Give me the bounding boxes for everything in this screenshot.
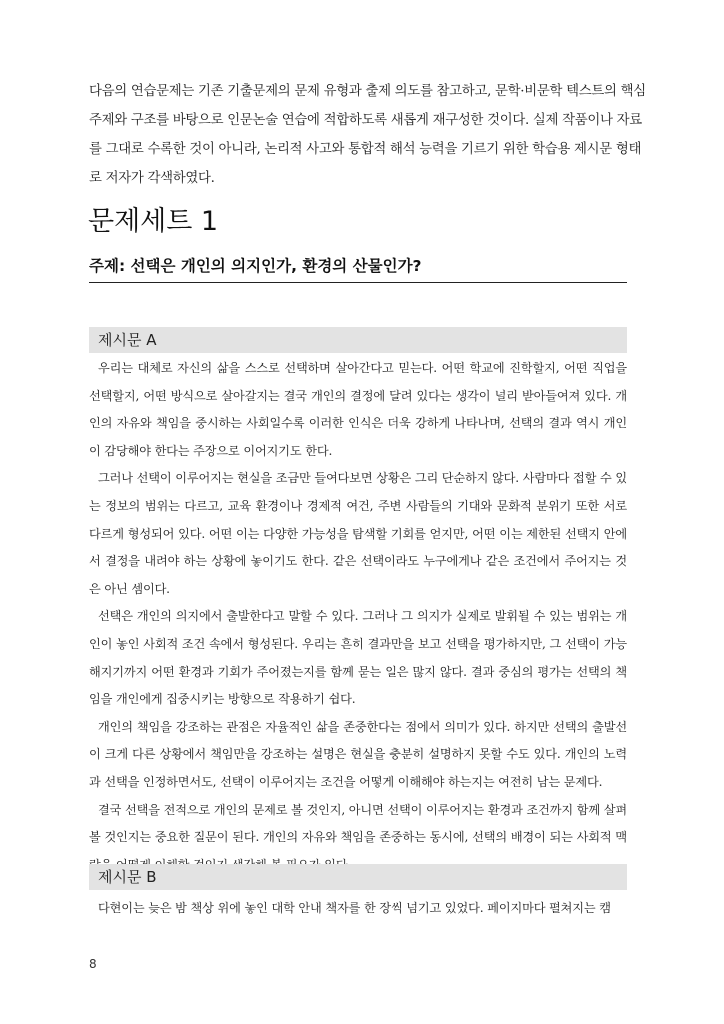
- passage-a-label: 제시문 A: [89, 327, 627, 353]
- page-number: 8: [89, 957, 97, 971]
- intro-note: 다음의 연습문제는 기존 기출문제의 문제 유형과 출제 의도를 참고하고, 문학·비문학 텍스트의 핵심 주제와 구조를 바탕으로 인문논술 연습에 적합하도록 새롭게 재구성한 것이다. 실제 작품이나 자료를 그대로 수록한 것이 아니라, 논리적 사고와 통합적 해석 능력을 기르기 위한 학습용 제시문 형태로 저자가 각색하였다.: [89, 84, 646, 186]
- passage-a-paragraph: 우리는 대체로 자신의 삶을 스스로 선택하며 살아간다고 믿는다. 어떤 학교에 진학할지, 어떤 직업을 선택할지, 어떤 방식으로 살아갈지는 결국 개인의 결정에 달려 있다는 생각이 널리 받아들여져 있다. 개인의 자유와 책임을 중시하는 사회일수록 이러한 인식은 더욱 강하게 나타나며, 선택의 결과 역시 개인이 감당해야 한다는 주장으로 이어지기도 한다.: [89, 361, 627, 458]
- passage-b-label: 제시문 B: [89, 864, 627, 890]
- passage-a-paragraph: 선택은 개인의 의지에서 출발한다고 말할 수 있다. 그러나 그 의지가 실제로 발휘될 수 있는 범위는 개인이 놓인 사회적 조건 속에서 형성된다. 우리는 흔히 결과만을 보고 선택을 평가하지만, 그 선택이 가능해지기까지 어떤 환경과 기회가 주어졌는지를 함께 묻는 일은 많지 않다. 결과 중심의 평가는 선택의 책임을 개인에게 집중시키는 방향으로 작용하기 쉽다.: [89, 609, 627, 707]
- passage-b-body: [89, 895, 627, 923]
- passage-a-paragraph: 그러나 선택이 이루어지는 현실을 조금만 들여다보면 상황은 그리 단순하지 않다. 사람마다 접할 수 있는 정보의 범위는 다르고, 교육 환경이나 경제적 여건, 주변 사람들의 기대와 문화적 분위기 또한 서로 다르게 형성되어 있다. 어떤 이는 다양한 가능성을 탐색할 기회를 얻지만, 어떤 이는 제한된 선택지 안에서 결정을 내려야 하는 상황에 놓이기도 한다. 같은 선택이라도 누구에게나 같은 조건에서 주어지는 것은 아닌 셈이다.: [89, 471, 627, 596]
- passage-a-body: [89, 355, 627, 879]
- passage-a-paragraph: 개인의 책임을 강조하는 관점은 자율적인 삶을 존중한다는 점에서 의미가 있다. 하지만 선택의 출발선이 크게 다른 상황에서 책임만을 강조하는 설명은 현실을 충분히 설명하지 못할 수도 있다. 개인의 노력과 선택을 인정하면서도, 선택이 이루어지는 조건을 어떻게 이해해야 하는지는 여전히 남는 문제다.: [89, 719, 627, 789]
- passage-b-paragraph: 다현이는 늦은 밤 책상 위에 놓인 대학 안내 책자를 한 장씩 넘기고 있었다. 페이지마다 펼쳐지는 캠: [98, 901, 611, 915]
- passage-a-paragraph: 결국 선택을 전적으로 개인의 문제로 볼 것인지, 아니면 선택이 이루어지는 환경과 조건까지 함께 살펴볼 것인지는 중요한 질문이 된다. 개인의 자유와 책임을 존중하는 동시에, 선택의 배경이 되는 사회적 맥: [89, 802, 627, 845]
- problem-set-title: 문제세트 1: [88, 206, 219, 237]
- topic-heading: 주제: 선택은 개인의 의지인가, 환경의 산물인가?: [89, 254, 627, 283]
